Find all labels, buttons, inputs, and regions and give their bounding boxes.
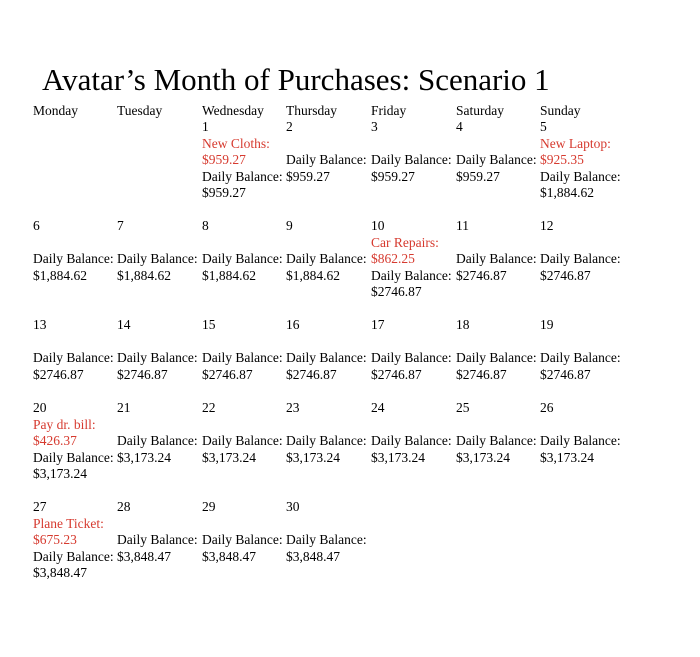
day-number: 24 [371,400,385,415]
daily-balance-label: Daily Balance: [456,152,537,167]
daily-balance-label: Daily Balance: [456,433,537,448]
calendar-day [286,499,376,565]
daily-balance-label: Daily Balance: [33,350,114,365]
daily-balance-label: Daily Balance: [202,251,283,266]
purchase-amount: $675.23 [33,532,77,547]
daily-balance-label: Daily Balance: [286,433,367,448]
cell-spacer [286,417,376,434]
day-number: 6 [33,218,40,233]
daily-balance-value: $2746.87 [540,366,591,382]
daily-balance-value: $2746.87 [456,366,507,382]
daily-balance-label: Daily Balance: [117,350,198,365]
purchase-amount: $862.25 [371,251,415,266]
cell-spacer [286,136,376,153]
day-number: 11 [456,218,469,233]
calendar-day [202,218,292,284]
daily-balance-value: $959.27 [456,168,500,184]
daily-balance-label: Daily Balance: [202,433,283,448]
calendar-day [117,499,207,565]
daily-balance-value: $3,173.24 [202,449,256,465]
daily-balance-label: Daily Balance: [286,152,367,167]
day-number: 25 [456,400,470,415]
weekday-saturday: Saturday [456,103,504,118]
calendar-day [33,218,123,284]
daily-balance-value: $2746.87 [371,284,422,299]
daily-balance-value: $1,884.62 [286,267,340,283]
daily-balance-value: $3,173.24 [371,449,425,465]
calendar-day [202,317,292,383]
purchase-amount: $959.27 [202,152,246,167]
daily-balance-label: Daily Balance: [540,433,621,448]
daily-balance-value: $3,173.24 [117,449,171,465]
day-number: 7 [117,218,124,233]
calendar-day [456,218,546,284]
day-number: 1 [202,119,209,134]
weekday-friday: Friday [371,103,407,118]
calendar-day [371,400,461,466]
purchase-amount: $925.35 [540,152,584,167]
calendar-day [117,317,207,383]
daily-balance-label: Daily Balance: [371,433,452,448]
cell-spacer [117,235,207,252]
weekday-thursday: Thursday [286,103,337,118]
daily-balance-label: Daily Balance: [202,350,283,365]
page-title: Avatar’s Month of Purchases: Scenario 1 [42,62,550,97]
day-number: 15 [202,317,216,332]
daily-balance-label: Daily Balance: [33,251,114,266]
calendar-day [456,317,546,383]
day-number: 9 [286,218,293,233]
daily-balance-value: $1,884.62 [202,267,256,283]
daily-balance-value: $3,173.24 [540,449,594,465]
daily-balance-value: $2746.87 [33,366,84,382]
daily-balance-label: Daily Balance: [33,548,114,564]
day-number: 3 [371,119,378,134]
daily-balance-label: Daily Balance: [202,532,283,547]
daily-balance-value: $3,173.24 [33,466,87,481]
daily-balance-label: Daily Balance: [202,168,283,184]
daily-balance-value: $3,848.47 [33,565,87,580]
daily-balance-value: $3,173.24 [286,449,340,465]
purchase-label: Pay dr. bill: [33,416,96,432]
calendar-day [371,218,461,301]
daily-balance-value: $2746.87 [202,366,253,382]
calendar-day [202,400,292,466]
weekday-monday: Monday [33,103,78,118]
daily-balance-value: $959.27 [371,168,415,184]
calendar-day [456,400,546,466]
cell-spacer [286,235,376,252]
calendar-day [371,317,461,383]
cell-spacer [456,136,546,153]
calendar-day [540,119,630,202]
day-number: 22 [202,400,216,415]
calendar-day [371,119,461,185]
cell-spacer [456,334,546,351]
calendar-day [286,400,376,466]
calendar-day [286,119,376,185]
cell-spacer [202,417,292,434]
purchase-label: Car Repairs: [371,234,439,250]
day-number: 23 [286,400,300,415]
daily-balance-label: Daily Balance: [456,350,537,365]
day-number: 29 [202,499,216,514]
purchase-label: New Laptop: [540,135,611,151]
cell-spacer [117,334,207,351]
daily-balance-label: Daily Balance: [117,433,198,448]
daily-balance-value: $1,884.62 [117,267,171,283]
calendar-day [540,317,630,383]
cell-spacer [371,334,461,351]
day-number: 12 [540,218,554,233]
day-number: 10 [371,218,385,233]
daily-balance-value: $2746.87 [456,267,507,283]
calendar-day [117,218,207,284]
daily-balance-label: Daily Balance: [117,532,198,547]
cell-spacer [456,417,546,434]
day-number: 5 [540,119,547,134]
calendar-day [456,119,546,185]
daily-balance-value: $3,848.47 [286,548,340,564]
day-number: 13 [33,317,47,332]
purchase-amount: $426.37 [33,433,77,448]
calendar-day [286,317,376,383]
daily-balance-value: $2746.87 [286,366,337,382]
cell-spacer [202,334,292,351]
daily-balance-label: Daily Balance: [456,251,537,266]
cell-spacer [33,334,123,351]
cell-spacer [456,235,546,252]
cell-spacer [202,516,292,533]
calendar-day [540,218,630,284]
daily-balance-label: Daily Balance: [540,251,621,266]
cell-spacer [117,516,207,533]
day-number: 2 [286,119,293,134]
daily-balance-label: Daily Balance: [33,449,114,465]
day-number: 19 [540,317,554,332]
cell-spacer [540,235,630,252]
purchase-label: Plane Ticket: [33,515,104,531]
purchase-label: New Cloths: [202,135,270,151]
daily-balance-label: Daily Balance: [371,350,452,365]
daily-balance-label: Daily Balance: [371,267,452,283]
daily-balance-value: $959.27 [202,185,246,200]
calendar-day [540,400,630,466]
daily-balance-label: Daily Balance: [540,350,621,365]
cell-spacer [286,516,376,533]
day-number: 28 [117,499,131,514]
day-number: 18 [456,317,470,332]
day-number: 8 [202,218,209,233]
weekday-tuesday: Tuesday [117,103,163,118]
calendar-day [202,119,292,202]
weekday-sunday: Sunday [540,103,581,118]
weekday-wednesday: Wednesday [202,103,264,118]
daily-balance-label: Daily Balance: [286,251,367,266]
daily-balance-label: Daily Balance: [286,532,367,547]
cell-spacer [371,136,461,153]
day-number: 21 [117,400,131,415]
cell-spacer [33,235,123,252]
calendar-day [33,317,123,383]
calendar-day [286,218,376,284]
daily-balance-label: Daily Balance: [371,152,452,167]
calendar-day [33,400,123,483]
daily-balance-value: $2746.87 [540,267,591,283]
day-number: 20 [33,400,47,415]
daily-balance-value: $2746.87 [371,366,422,382]
day-number: 14 [117,317,131,332]
day-number: 30 [286,499,300,514]
cell-spacer [117,417,207,434]
daily-balance-value: $3,848.47 [117,548,171,564]
calendar-day [202,499,292,565]
cell-spacer [371,417,461,434]
cell-spacer [540,417,630,434]
daily-balance-label: Daily Balance: [286,350,367,365]
daily-balance-value: $1,884.62 [540,185,594,200]
daily-balance-value: $2746.87 [117,366,168,382]
calendar-day [33,499,123,582]
day-number: 17 [371,317,385,332]
day-number: 16 [286,317,300,332]
cell-spacer [286,334,376,351]
day-number: 27 [33,499,47,514]
cell-spacer [540,334,630,351]
daily-balance-value: $1,884.62 [33,267,87,283]
daily-balance-value: $3,848.47 [202,548,256,564]
day-number: 26 [540,400,554,415]
daily-balance-label: Daily Balance: [117,251,198,266]
daily-balance-value: $959.27 [286,168,330,184]
daily-balance-label: Daily Balance: [540,168,621,184]
calendar-day [117,400,207,466]
daily-balance-value: $3,173.24 [456,449,510,465]
day-number: 4 [456,119,463,134]
cell-spacer [202,235,292,252]
